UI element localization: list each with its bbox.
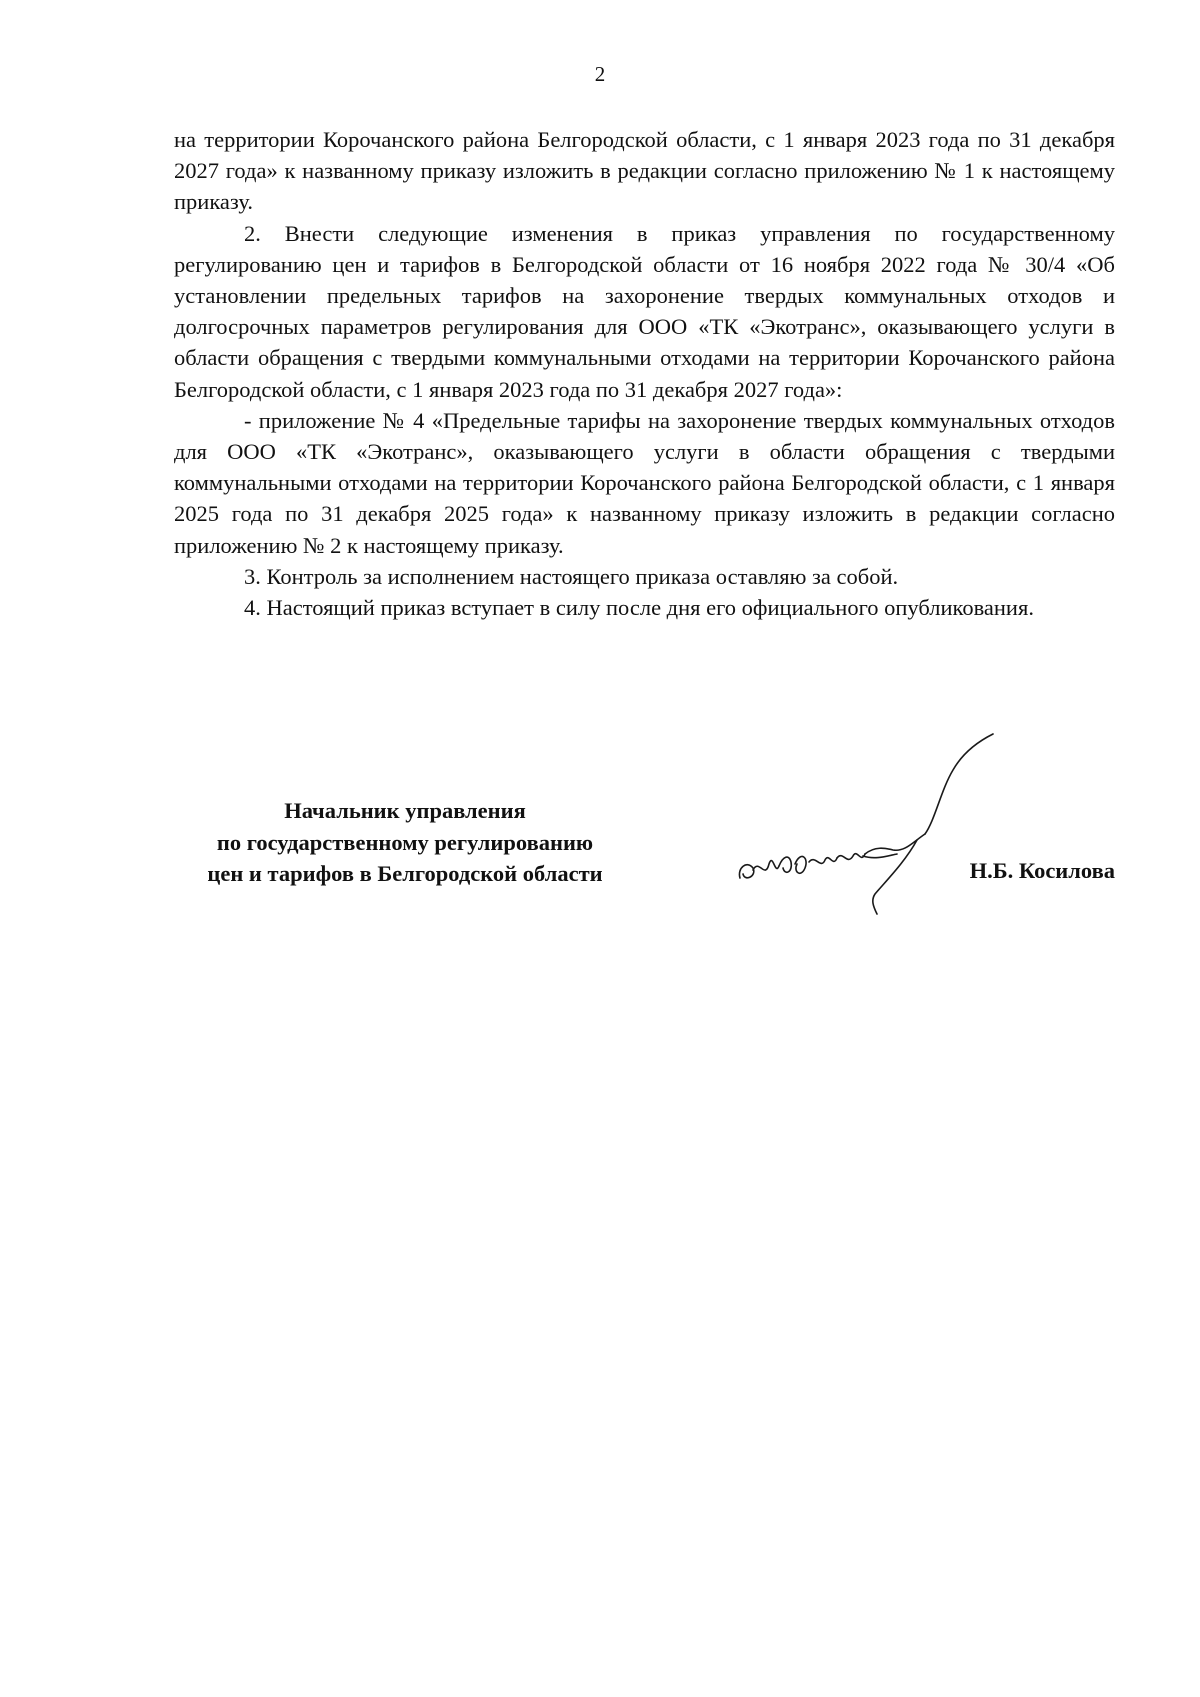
position-line: по государственному регулированию bbox=[216, 829, 594, 855]
paragraph-continuation: на территории Корочанского района Белгородской области, с 1 января 2023 года по 31 декабря 2027 года» к названному приказу изложить в редакции согласно приложению № 1 к настоящему приказу. bbox=[174, 127, 1115, 215]
document-body bbox=[174, 124, 1115, 623]
position-line: цен и тарифов в Белгородской области bbox=[207, 861, 603, 886]
paragraph-item-4: 4. Настоящий приказ вступает в силу после дня его официального опубликования. bbox=[244, 595, 1034, 621]
paragraph-item-2: 2. Внести следующие изменения в приказ управления по государственному регулированию цен и тарифов в Белгородской области от 16 ноября 2022 года № 30/4 «Об установлении предельных тарифов на захоронение твердых коммунальных отходов и долгосрочных параметров регулирования для ООО «ТК «Экотранс», оказывающего услуги в области обращения с твердыми коммунальными отходами на территории Корочанского района Белгородской области, с 1 января 2023 года по 31 декабря 2027 года»: bbox=[174, 220, 1115, 402]
signatory-position bbox=[150, 795, 660, 890]
paragraph-appendix-4: - приложение № 4 «Предельные тарифы на захоронение твердых коммунальных отходов для ООО «ТК «Экотранс», оказывающего услуги в области обращения с твердыми коммунальными отходами на территории Корочанского района Белгородской области, с 1 января 2025 года по 31 декабря 2025 года» к названному приказу изложить в редакции согласно приложению № 2 к настоящему приказу. bbox=[174, 407, 1115, 558]
position-line: Начальник управления bbox=[284, 798, 526, 823]
handwritten-signature-icon bbox=[735, 730, 1005, 920]
page-number: 2 bbox=[594, 62, 606, 86]
paragraph-item-3: 3. Контроль за исполнением настоящего приказа оставляю за собой. bbox=[244, 563, 899, 589]
signer-name: Н.Б. Косилова bbox=[969, 858, 1115, 883]
